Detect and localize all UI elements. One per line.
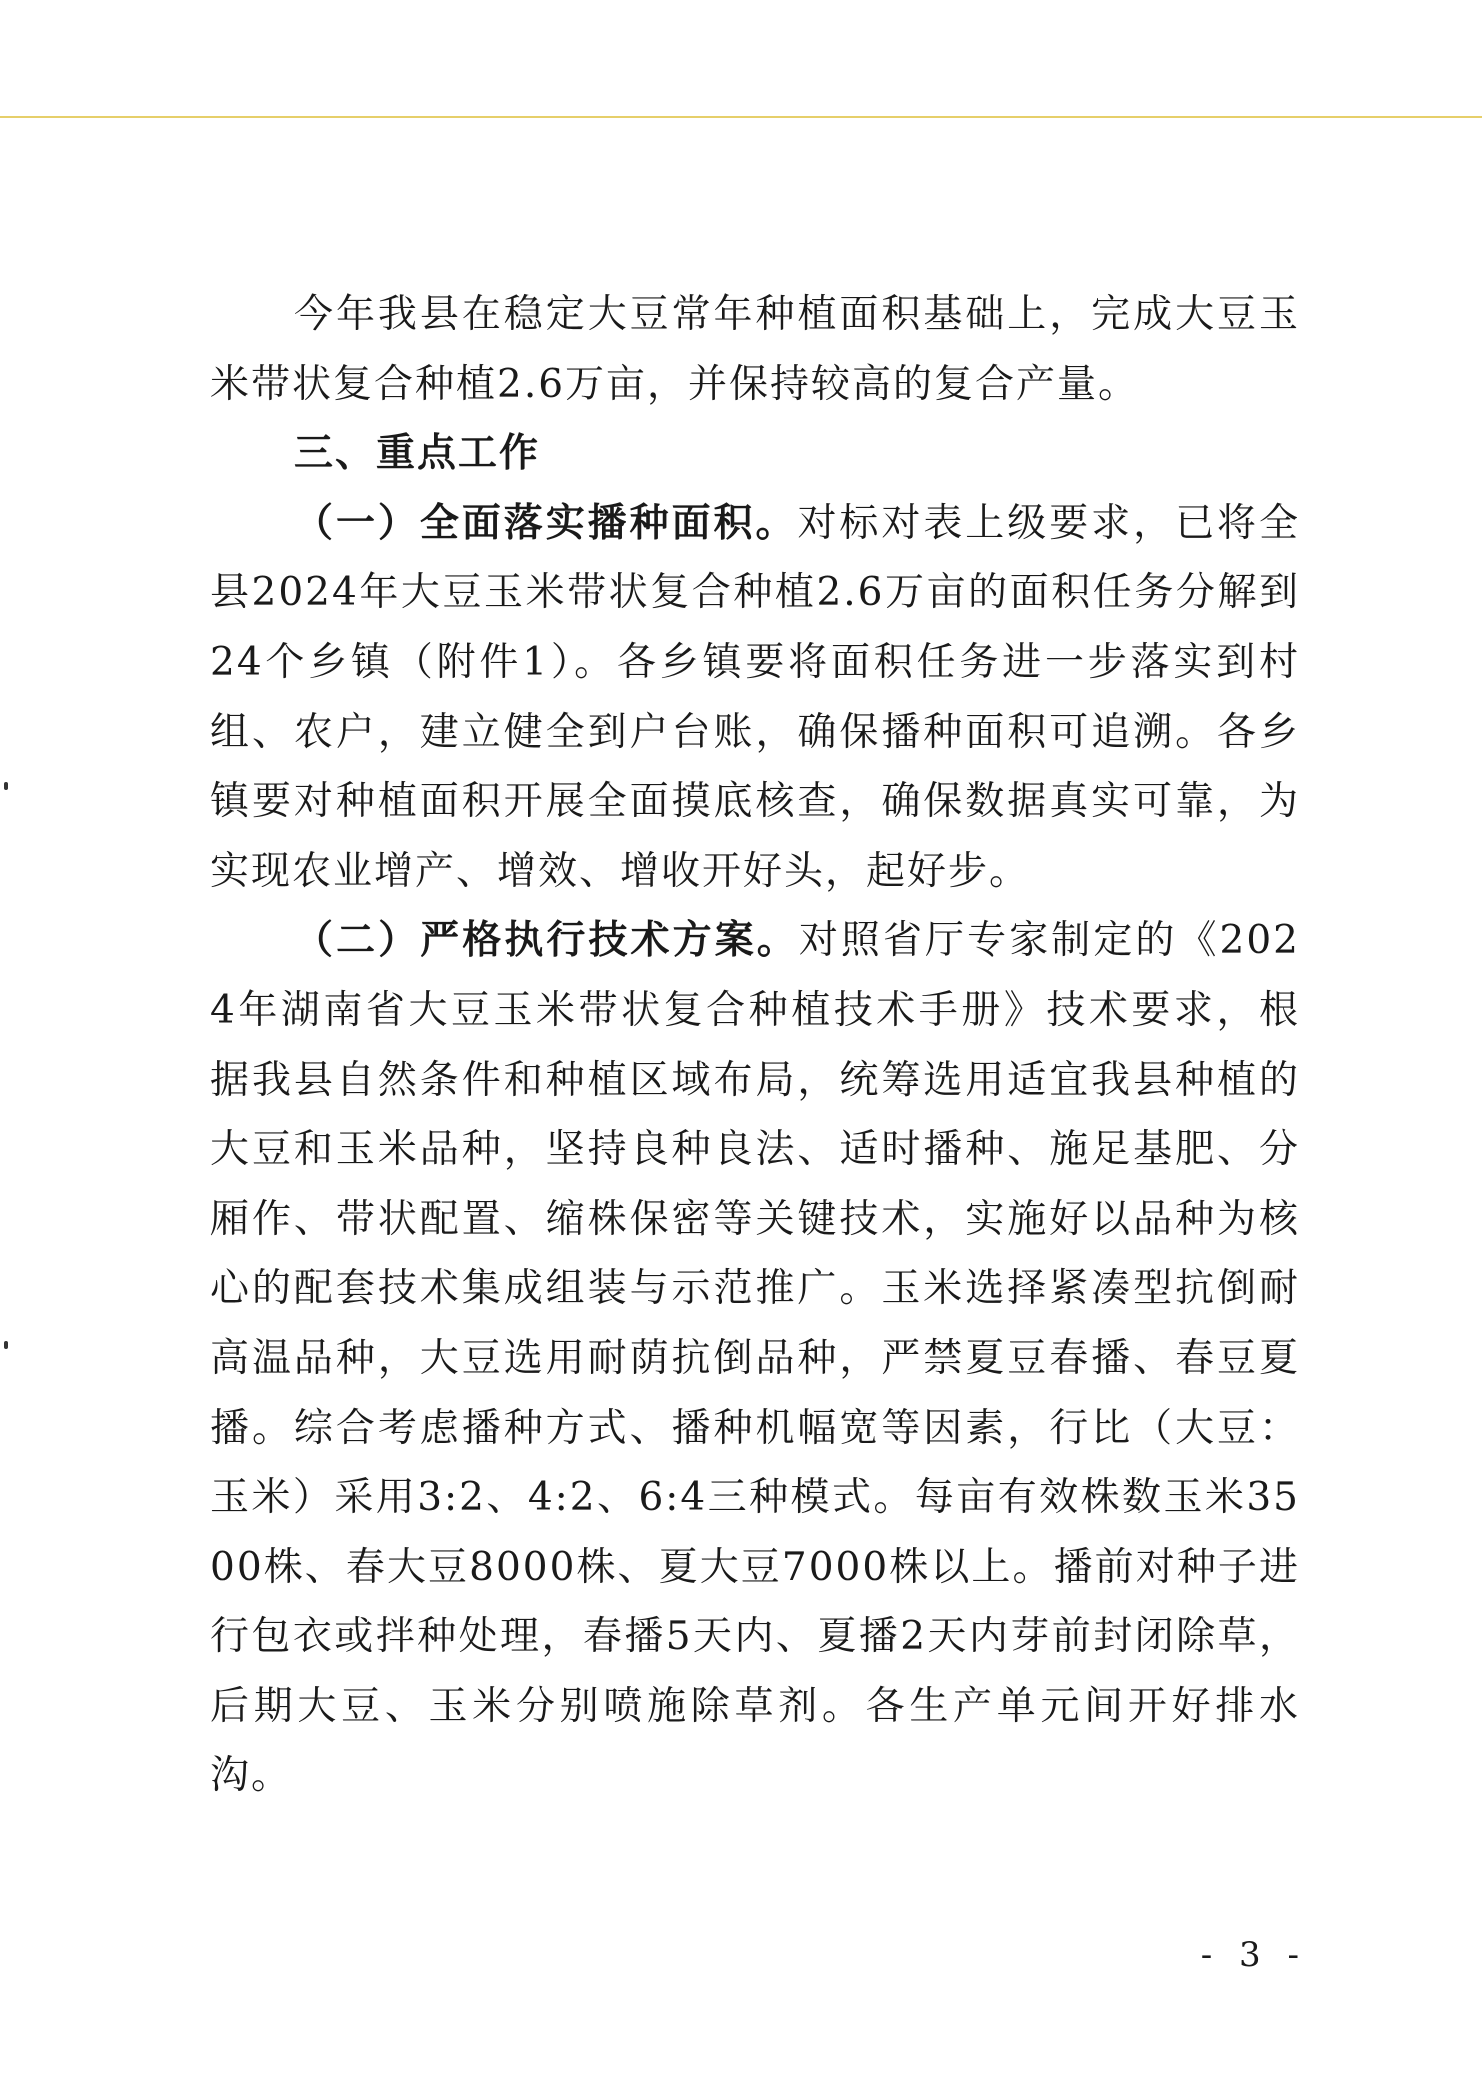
- scan-mark: [4, 1341, 8, 1349]
- header-rule: [0, 116, 1482, 118]
- list-item: [210, 489, 1300, 907]
- list-item: [210, 906, 1300, 1811]
- item-body: 对照省厅专家制定的《2024年湖南省大豆玉米带状复合种植技术手册》技术要求，根据我县自然条件和种植区域布局，统筹选用适宜我县种植的大豆和玉米品种，坚持良种良法、适时播种、施足基肥、分厢作、带状配置、缩株保密等关键技术，实施好以品种为核心的配套技术集成组装与示范推广。玉米选择紧凑型抗倒耐高温品种，大豆选用耐荫抗倒品种，严禁夏豆春播、春豆夏播。综合考虑播种方式、播种机幅宽等因素，行比（大豆：玉米）采用3:2、4:2、6:4三种模式。每亩有效株数玉米3500株、春大豆8000株、夏大豆7000株以上。播前对种子进行包衣或拌种处理，春播5天内、夏播2天内芽前封闭除草，后期大豆、玉米分别喷施除草剂。各生产单元间开好排水沟。: [210, 918, 1300, 1799]
- section-heading: 三、重点工作: [294, 430, 541, 477]
- paragraph: 今年我县在稳定大豆常年种植面积基础上，完成大豆玉米带状复合种植2.6万亩，并保持较高的复合产量。: [210, 292, 1300, 407]
- document-body: [210, 280, 1300, 1811]
- item-lead: （二）严格执行技术方案。: [294, 917, 799, 964]
- scan-mark: [4, 782, 8, 790]
- item-body: 对标对表上级要求，已将全县2024年大豆玉米带状复合种植2.6万亩的面积任务分解到24个乡镇（附件1）。各乡镇要将面积任务进一步落实到村组、农户，建立健全到户台账，确保播种面积可追溯。各乡镇要对种植面积开展全面摸底核查，确保数据真实可靠，为实现农业增产、增效、增收开好头，起好步。: [210, 500, 1300, 894]
- item-lead: （一）全面落实播种面积。: [294, 499, 798, 546]
- page-number: - 3 -: [1200, 1935, 1307, 1975]
